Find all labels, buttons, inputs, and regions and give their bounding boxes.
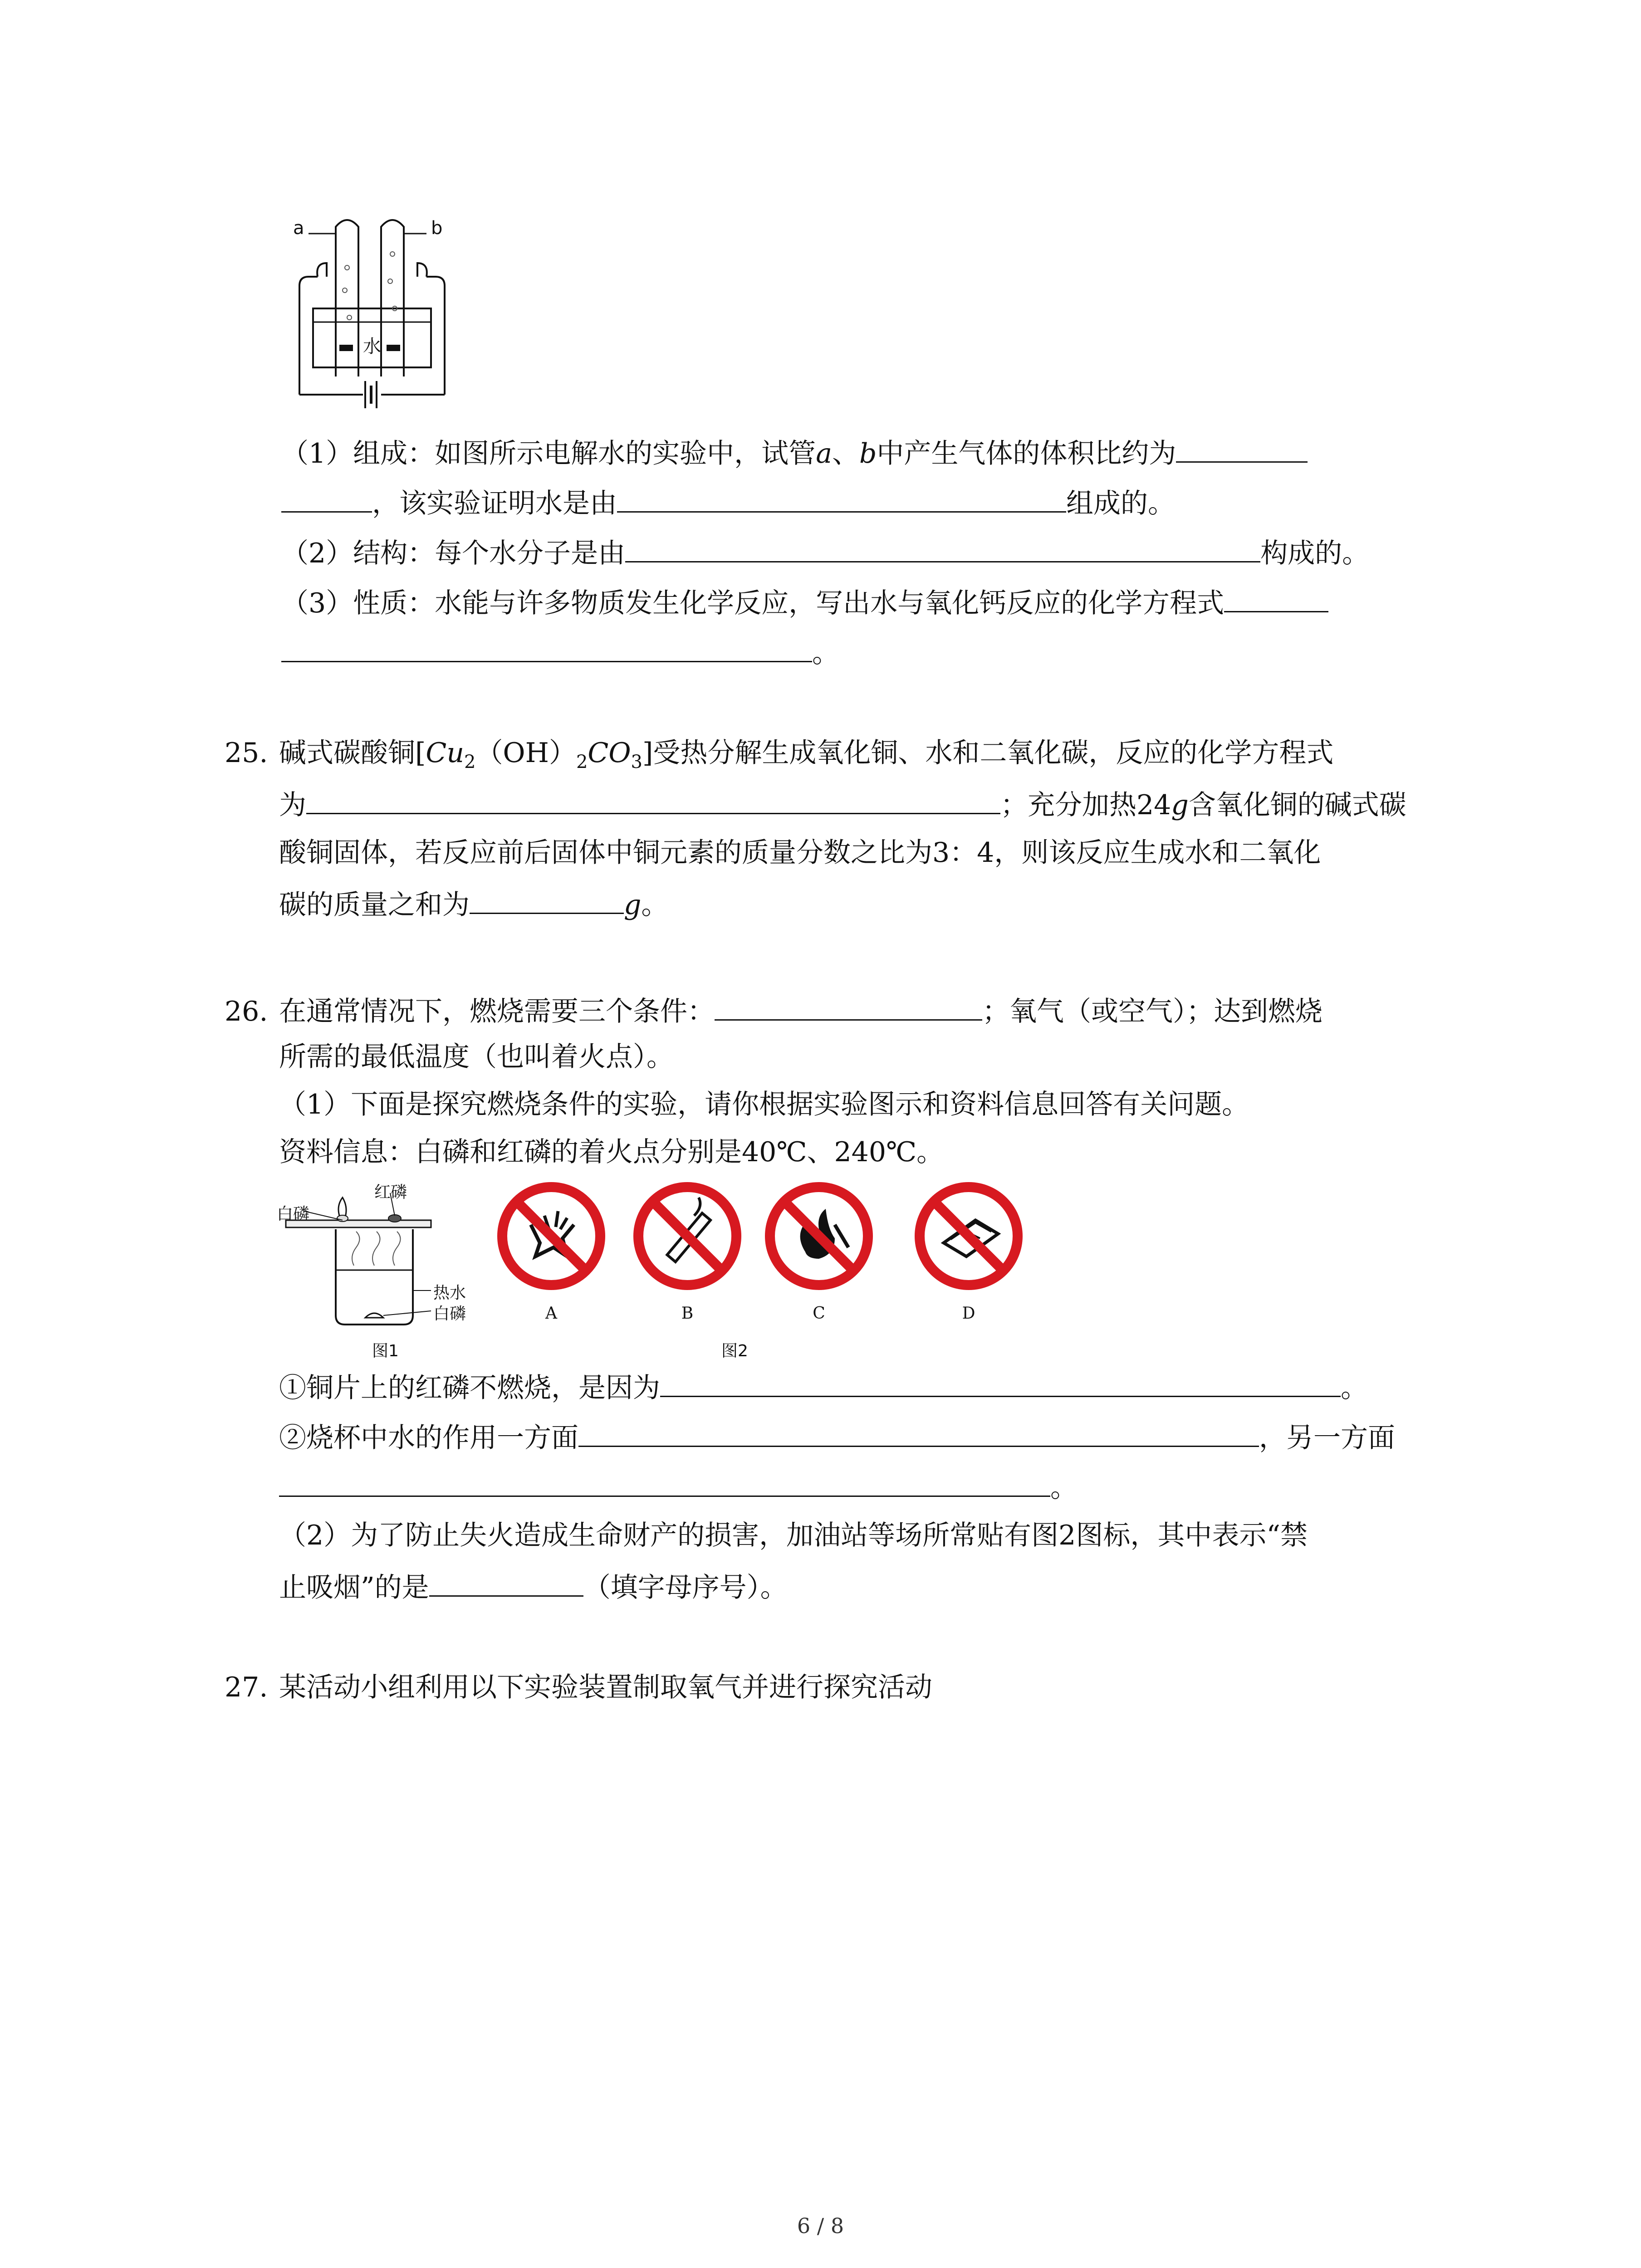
- no-open-flame-icon: [762, 1179, 876, 1293]
- q26-info: 资料信息：白磷和红磷的着火点分别是40℃、240℃。: [279, 1136, 944, 1168]
- q24-ratio-blank-a[interactable]: [1176, 433, 1308, 463]
- sign-d-label: D: [962, 1304, 975, 1323]
- q24-equation-blank-b[interactable]: [281, 633, 812, 662]
- q26-sub1: （1）下面是探究燃烧条件的实验，请你根据实验图示和资料信息回答有关问题。: [279, 1089, 1249, 1120]
- q26-water-role-blank-b[interactable]: [279, 1467, 1050, 1497]
- q26-red-phosphorus-reason-blank[interactable]: [660, 1368, 1341, 1397]
- no-smoking-icon: [631, 1179, 744, 1293]
- q24-part3-line1: （3）性质：水能与许多物质发生化学反应，写出水与氧化钙反应的化学方程式: [281, 583, 1328, 621]
- electrolysis-figure: [290, 213, 463, 417]
- q27-line1: 27. 某活动小组利用以下实验装置制取氧气并进行探究活动: [225, 1669, 932, 1706]
- tube-a-label: a: [293, 218, 304, 239]
- q27-number: 27.: [225, 1672, 268, 1703]
- q26-q2: ②烧杯中水的作用一方面 ，另一方面: [279, 1418, 1395, 1456]
- q26-q2-line2: 。: [279, 1467, 1078, 1506]
- q24-composition-blank[interactable]: [617, 483, 1066, 513]
- sign-c-label: C: [813, 1304, 825, 1323]
- red-phosphorus-label: 红磷: [374, 1183, 407, 1202]
- q26-q1: ①铜片上的红磷不燃烧，是因为 。: [279, 1368, 1368, 1406]
- page-number: 6 / 8: [797, 2214, 844, 2238]
- combustion-apparatus-figure: [277, 1179, 495, 1361]
- sign-b-label: B: [681, 1304, 694, 1323]
- q24-equation-blank-a[interactable]: [1224, 583, 1328, 612]
- prohibition-signs-figure: [495, 1179, 1039, 1370]
- q24-part1-line2: ，该实验证明水是由 组成的。: [281, 483, 1175, 522]
- sign-b: [631, 1179, 744, 1323]
- q26-line1: 26. 在通常情况下，燃烧需要三个条件： ；氧气（或空气）；达到燃烧: [225, 991, 1323, 1030]
- q25-line3: 酸铜固体，若反应前后固体中铜元素的质量分数之比为3：4，则该反应生成水和二氧化: [279, 837, 1321, 869]
- no-matches-icon: [907, 1179, 1030, 1293]
- q26-number: 26.: [225, 996, 268, 1027]
- q24-part2: （2）结构：每个水分子是由 构成的。: [281, 533, 1369, 572]
- tube-b-label: b: [431, 218, 443, 239]
- q24-ratio-blank-b[interactable]: [281, 483, 372, 513]
- q24-part1-line1: （1）组成：如图所示电解水的实验中，试管a、b中产生气体的体积比约为: [281, 433, 1308, 472]
- q26-condition-blank[interactable]: [715, 991, 982, 1021]
- q24-structure-blank[interactable]: [625, 533, 1260, 562]
- sign-c: [762, 1179, 876, 1323]
- q26-sub2-line2: 止吸烟”的是 （填字母序号）。: [279, 1567, 788, 1606]
- white-phosphorus-top-label: 白磷: [277, 1205, 310, 1223]
- figure1-caption: 图1: [372, 1342, 399, 1360]
- water-label: 水: [363, 336, 381, 357]
- q25-line1: 25. 碱式碳酸铜$[Cu_2(OH)_2CO_3]$受热分解生成氧化铜、水和二氧化碳，反应的化学方程式: [225, 735, 1333, 780]
- white-phosphorus-bottom-label: 白磷: [433, 1305, 466, 1323]
- q26-water-role-blank-a[interactable]: [578, 1418, 1259, 1447]
- q25-number: 25.: [225, 737, 268, 769]
- figure2-caption: 图2: [721, 1342, 748, 1360]
- q26-sub2-line1: （2）为了防止失火造成生命财产的损害，加油站等场所常贴有图2图标，其中表示“禁: [279, 1520, 1308, 1551]
- sign-a: [495, 1179, 608, 1323]
- q25-mass-blank[interactable]: [470, 885, 624, 914]
- no-fireworks-icon: [495, 1179, 608, 1293]
- q26-no-smoking-answer-blank[interactable]: [429, 1567, 583, 1597]
- sign-a-label: A: [545, 1304, 557, 1323]
- q25-line2: 为 ；充分加热24g含氧化铜的碱式碳: [279, 785, 1406, 823]
- q24-part3-line2: 。: [281, 633, 839, 671]
- sign-d: [907, 1179, 1030, 1323]
- q25-line4: 碳的质量之和为 g。: [279, 885, 668, 923]
- q26-line2: 所需的最低温度（也叫着火点）。: [279, 1041, 674, 1073]
- hot-water-label: 热水: [433, 1284, 466, 1302]
- q25-equation-blank[interactable]: [306, 785, 1000, 814]
